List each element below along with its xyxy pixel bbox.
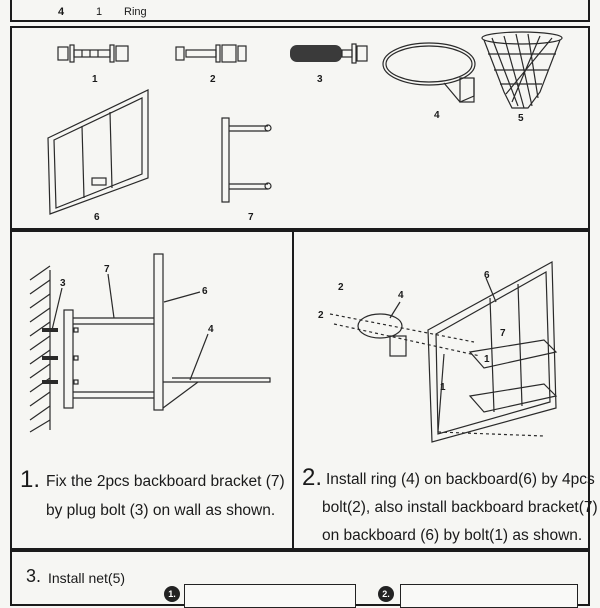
step2-instruction-line2: bolt(2), also install backboard bracket(7) — [322, 499, 598, 516]
step1-illustration — [12, 232, 292, 442]
qty-value: 4 — [58, 6, 65, 18]
step2-callout-2b: 2 — [318, 310, 324, 321]
ring-4-illustration — [383, 43, 475, 102]
parts-panel — [10, 26, 590, 230]
wall-hatch — [30, 266, 50, 432]
backboard-6-illustration — [48, 90, 148, 214]
step2-instruction-line1: Install ring (4) on backboard(6) by 4pcs — [326, 471, 595, 488]
step2-number: 2. — [302, 464, 323, 491]
step1-callout-7: 7 — [104, 264, 110, 275]
part-label-3: 3 — [317, 74, 323, 85]
step2-callout-1a: 1 — [440, 382, 446, 393]
step1-callout-3: 3 — [60, 278, 66, 289]
step2-callout-2a: 2 — [338, 282, 344, 293]
part-name-value: Ring — [124, 6, 147, 18]
part-number-value: 1 — [96, 6, 103, 18]
net-5-illustration — [482, 32, 562, 108]
step3-substep-panel-2 — [400, 584, 578, 608]
bracket-7-illustration — [222, 118, 271, 202]
parts-illustration — [12, 28, 588, 228]
step2-callout-1b: 1 — [484, 354, 490, 365]
step3-substep-panel-1 — [184, 584, 356, 608]
step1-instruction-line1: Fix the 2pcs backboard bracket (7) — [46, 473, 285, 490]
bolt-1-illustration — [58, 45, 128, 62]
step2-instruction-line3: on backboard (6) by bolt(1) as shown. — [322, 527, 583, 544]
part-label-6: 6 — [94, 212, 100, 223]
step1-callout-4: 4 — [208, 324, 214, 335]
step3-substep-badge-2: 2. — [378, 586, 394, 602]
step1-callout-6: 6 — [202, 286, 208, 297]
bolt-2-illustration — [176, 45, 246, 62]
step2-panel — [292, 230, 598, 550]
step1-instruction-line2: by plug bolt (3) on wall as shown. — [46, 502, 276, 519]
step1-number: 1. — [20, 466, 41, 493]
plug-bolt-3-illustration — [290, 44, 367, 63]
part-label-2: 2 — [210, 74, 216, 85]
part-label-5: 5 — [518, 113, 524, 124]
step1-panel — [10, 230, 294, 550]
step2-callout-7: 7 — [500, 328, 506, 339]
step2-callout-6: 6 — [484, 270, 490, 281]
step3-substep-badge-1: 1. — [164, 586, 180, 602]
part-label-7: 7 — [248, 212, 254, 223]
step3-panel — [10, 550, 590, 606]
step2-callout-4: 4 — [398, 290, 404, 301]
part-label-4: 4 — [434, 110, 440, 121]
step2-illustration — [294, 232, 588, 446]
part-label-1: 1 — [92, 74, 98, 85]
step3-number: 3. — [26, 566, 42, 586]
step3-title: Install net(5) — [48, 570, 126, 586]
top-strip — [10, 0, 590, 22]
